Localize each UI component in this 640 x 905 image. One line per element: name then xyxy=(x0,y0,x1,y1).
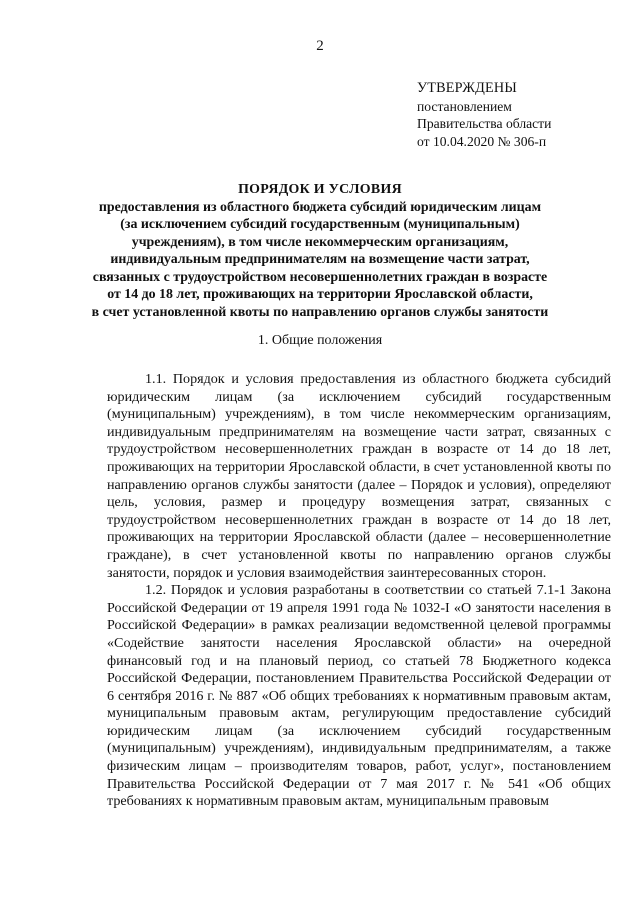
title-main: ПОРЯДОК И УСЛОВИЯ xyxy=(238,182,402,197)
title-line: связанных с трудоустройством несовершеннолетних граждан в возрасте xyxy=(92,269,548,285)
title-line: индивидуальным предпринимателям на возмещение части затрат, xyxy=(110,252,530,267)
section-heading: 1. Общие положения xyxy=(257,333,383,348)
title-line: от 14 до 18 лет, проживающих на территории Ярославской области, xyxy=(107,287,533,302)
paragraph-1-2: 1.2. Порядок и условия разработаны в соответствии со статьей 7.1-1 Закона Российской Федерации от 19 апреля 1991 года № 1032-I «О занятости населения в Российской Федерации» в рамках реализации ведомственной целевой программы «Содействие занятости населения Ярославской области» на очередной финансовый год и на плановый период, со статьей 78 Бюджетного кодекса Российской Федерации, постановлением Правительства Российской Федерации от 6 сентября 2016 г. № 887 «Об общих требованиях к нормативным правовым актам, муниципальным правовым актам, регулирующим предоставление субсидий юридическим лицам (за исключением субсидий государственным (муниципальным) учреждениям), индивидуальным предпринимателям, а также физическим лицам – производителям товаров, работ, услуг», постановлением Правительства Российской Федерации от 7 мая 2017 г. № 541 «Об общих требованиях к нормативным правовым актам, муниципальным правовым xyxy=(107,582,611,810)
approval-stamp xyxy=(417,80,551,150)
document-title xyxy=(0,181,640,321)
page-number: 2 xyxy=(316,38,324,54)
approval-head: УТВЕРЖДЕНЫ xyxy=(417,80,517,96)
title-line: (за исключением субсидий государственным (муниципальным) xyxy=(120,217,520,232)
approval-line: от 10.04.2020 № 306-п xyxy=(417,133,547,149)
paragraph-1-1: 1.1. Порядок и условия предоставления из областного бюджета субсидий юридическим лицам (за исключением субсидий государственным (муниципальным) учреждениям), в том числе некоммерческим организациям, индивидуальным предпринимателям на возмещение части затрат, связанных с трудоустройством несовершеннолетних граждан в возрасте от 14 до 18 лет, проживающих на территории Ярославской области, в счет установленной квоты по направлению органов службы занятости (далее – Порядок и условия), определяют цель, условия, размер и процедуру возмещения затрат, связанных с трудоустройством несовершеннолетних граждан в возрасте от 14 до 18 лет, проживающих на территории Ярославской области (далее – несовершеннолетние граждане), в счет установленной квоты по направлению органов службы занятости, порядок и условия взаимодействия заинтересованных сторон. xyxy=(107,371,611,581)
approval-line: постановлением xyxy=(417,98,512,114)
approval-line: Правительства области xyxy=(417,116,552,131)
body-text xyxy=(107,371,611,811)
title-line: в счет установленной квоты по направлению органов службы занятости xyxy=(91,304,549,320)
title-line: учреждениям), в том числе некоммерческим организациям, xyxy=(131,234,509,250)
title-line: предоставления из областного бюджета субсидий юридическим лицам xyxy=(98,199,542,215)
